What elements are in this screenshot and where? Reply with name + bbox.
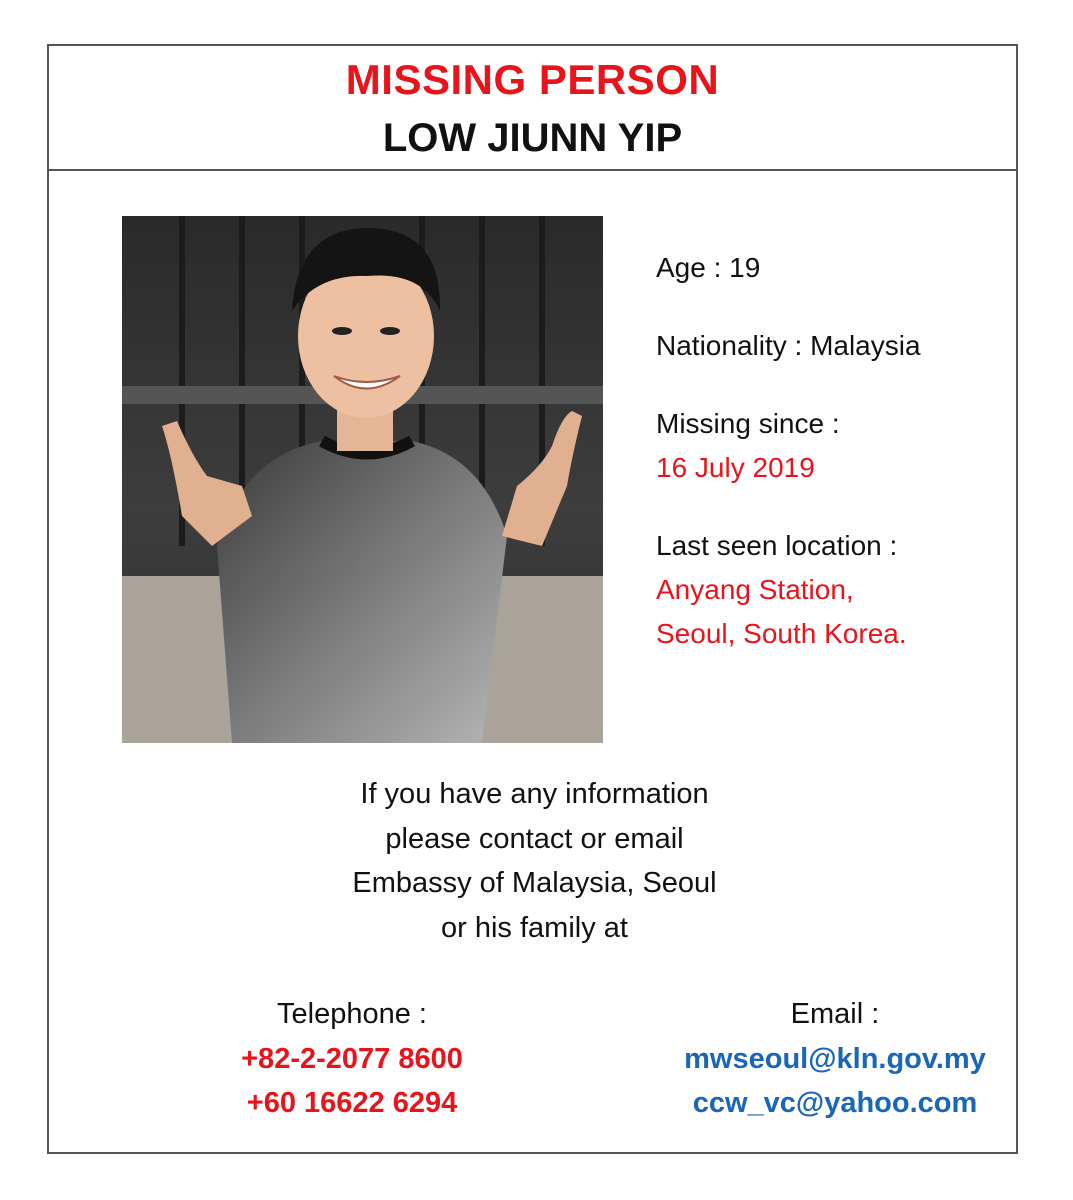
last-seen-location-line2: Seoul, South Korea. bbox=[656, 618, 907, 649]
email-address[interactable]: ccw_vc@yahoo.com bbox=[692, 1087, 978, 1119]
telephone-section bbox=[200, 992, 504, 1126]
age-text: Age : 19 bbox=[656, 252, 761, 283]
person-details bbox=[656, 246, 986, 690]
email-label: Email : bbox=[790, 998, 880, 1030]
missing-since-label: Missing since : bbox=[656, 408, 840, 439]
contact-message bbox=[49, 772, 1020, 950]
person-photo-image bbox=[122, 216, 603, 743]
person-photo bbox=[122, 216, 603, 743]
nationality-text: Nationality : Malaysia bbox=[656, 330, 921, 361]
message-line: If you have any information bbox=[360, 778, 709, 810]
missing-since-block bbox=[656, 402, 986, 490]
person-name: LOW JIUNN YIP bbox=[382, 116, 683, 160]
last-seen-block bbox=[656, 524, 986, 656]
email-address[interactable]: mwseoul@kln.gov.my bbox=[684, 1042, 986, 1075]
message-line: or his family at bbox=[441, 911, 628, 944]
missing-since-value: 16 July 2019 bbox=[656, 452, 815, 483]
last-seen-label: Last seen location : bbox=[656, 530, 898, 561]
message-line: please contact or email bbox=[385, 822, 684, 855]
missing-person-poster bbox=[47, 44, 1018, 1154]
phone-number[interactable]: +82-2-2077 8600 bbox=[241, 1042, 463, 1075]
message-line: Embassy of Malaysia, Seoul bbox=[352, 867, 717, 899]
telephone-label: Telephone : bbox=[277, 998, 427, 1030]
poster-headline: MISSING PERSON bbox=[345, 56, 720, 103]
poster-header bbox=[49, 46, 1016, 171]
last-seen-location-line1: Anyang Station, bbox=[656, 574, 854, 605]
email-section bbox=[649, 992, 1021, 1126]
phone-number[interactable]: +60 16622 6294 bbox=[246, 1087, 458, 1119]
